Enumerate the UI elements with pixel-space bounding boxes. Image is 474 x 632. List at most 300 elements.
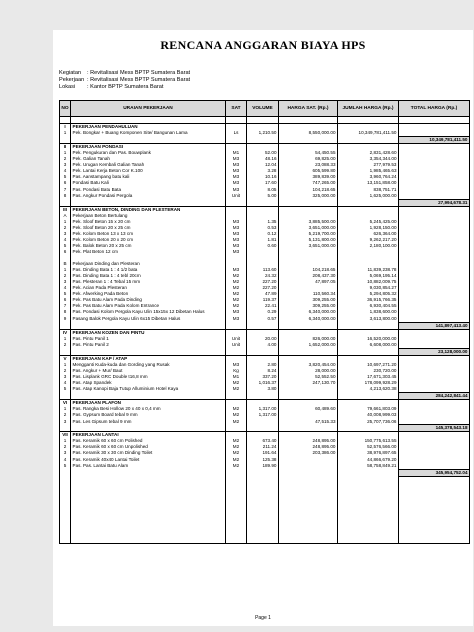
header-jumlah: JUMLAH HARGA (Rp.) <box>338 101 399 117</box>
row-description <box>71 469 226 476</box>
row-unit: Unit <box>226 342 247 349</box>
row-unit-price: 1,652,000.00 <box>279 342 338 349</box>
row-volume: 17.60 <box>247 180 279 186</box>
row-amount: 6,930,404.55 <box>338 303 399 309</box>
row-amount: 5,069,195.14 <box>338 273 399 279</box>
row-description: Pas. Dinding Bata 1 : 4 1/2 bata <box>71 267 226 273</box>
row-unit: M2 <box>226 418 247 425</box>
row-volume: 211.24 <box>247 444 279 450</box>
row-description: Pas. Dinding Bata 1 : 4 tebl 20cm <box>71 273 226 279</box>
row-description: Pas. Rangka Besi Hollow 20 x 40 x 0,4 mm <box>71 406 226 412</box>
row-unit-price: 3,651,000.00 <box>279 243 338 249</box>
row-unit-price: 826,000.00 <box>279 336 338 342</box>
row-volume: 337.20 <box>247 374 279 380</box>
row-unit: M2 <box>226 303 247 309</box>
row-description: Pek. Balok Beton 20 x 25 cm <box>71 243 226 249</box>
row-description: Pek. Acian Pada Plesteran <box>71 285 226 291</box>
row-total: 345,954,752.04 <box>399 469 470 476</box>
row-description: Pek. Pengukuran dan Pas. Bouwplank <box>71 150 226 156</box>
row-amount: 4,213,620.38 <box>338 386 399 393</box>
row-unit-price: 3,651,000.00 <box>279 225 338 231</box>
row-unit: Unit <box>226 193 247 200</box>
info-label: Lokasi <box>59 84 76 90</box>
row-no: 8 <box>60 309 71 315</box>
row-amount <box>338 199 399 206</box>
row-unit: M2 <box>226 457 247 463</box>
row-unit-price: 52,552.50 <box>279 374 338 380</box>
row-amount: 626,364.00 <box>338 231 399 237</box>
row-unit-price: 203,386.00 <box>279 450 338 456</box>
row-volume: 52.00 <box>247 150 279 156</box>
row-volume: 113.60 <box>247 267 279 273</box>
row-no <box>60 348 71 355</box>
row-no <box>60 137 71 144</box>
row-no: 2 <box>60 273 71 279</box>
row-description: PEKERJAAN BETON, DINDING DAN PLESTERAN <box>71 206 226 213</box>
row-no: 6 <box>60 297 71 303</box>
row-volume: 227.20 <box>247 279 279 285</box>
row-unit-price: 605,599.80 <box>279 168 338 174</box>
row-unit-price: 6,340,000.00 <box>279 316 338 323</box>
row-no <box>60 393 71 400</box>
row-unit: M3 <box>226 249 247 255</box>
row-no: 1 <box>60 438 71 444</box>
row-amount: 3,960,764.24 <box>338 174 399 180</box>
row-volume: 1,016.37 <box>247 380 279 386</box>
row-unit-price: 28,000.00 <box>279 368 338 374</box>
row-unit-price: 5,131,800.00 <box>279 237 338 243</box>
info-value: : Revitalisasi Mess BPTP Sumatera Barat <box>87 70 191 76</box>
row-no: 8 <box>60 193 71 200</box>
row-no <box>60 469 71 476</box>
row-description: Pondasi Batu Kali <box>71 180 226 186</box>
row-unit: M3 <box>226 180 247 186</box>
row-no <box>60 425 71 432</box>
row-unit-price: 389,839.00 <box>279 174 338 180</box>
row-unit: M3 <box>226 237 247 243</box>
row-unit <box>226 469 247 476</box>
row-unit: M3 <box>226 174 247 180</box>
row-volume: 47.89 <box>247 291 279 297</box>
info-value: : Kantor BPTP Sumatera Barat <box>87 84 164 90</box>
page-title: RENCANA ANGGARAN BIAYA HPS <box>160 38 366 52</box>
row-description: Pas. Pondasi Kolom Pergola Kayu Ulin 15x15x 12 Dibetan Halus <box>71 309 226 315</box>
row-description: Pek. Afwerking Pada Beton <box>71 291 226 297</box>
row-unit: M3 <box>226 267 247 273</box>
row-amount: 17,671,303.45 <box>338 374 399 380</box>
row-unit: M2 <box>226 444 247 450</box>
row-volume: 1,210.50 <box>247 130 279 137</box>
row-no: 5 <box>60 386 71 393</box>
row-amount: 838,751.71 <box>338 187 399 193</box>
row-description: Pek. Lantai Kerja Beton Cor K.100 <box>71 168 226 174</box>
row-volume <box>247 348 279 355</box>
row-volume <box>247 425 279 432</box>
row-no: 5 <box>60 174 71 180</box>
row-unit: M3 <box>226 316 247 323</box>
row-amount <box>338 137 399 144</box>
subtotal-row <box>60 322 470 329</box>
row-volume: 8.24 <box>247 368 279 374</box>
row-unit-price: 69,825.00 <box>279 156 338 162</box>
row-volume <box>247 537 279 544</box>
row-volume: 0.53 <box>247 225 279 231</box>
row-no: 1 <box>60 267 71 273</box>
table-row <box>60 537 470 544</box>
header-no: NO <box>60 101 71 117</box>
header-volume: VOLUME <box>247 101 279 117</box>
row-amount <box>338 322 399 329</box>
row-description: Pas. Pondasi Batu Bata <box>71 187 226 193</box>
row-description: Pek. Kolom Beton 20 x 20 cm <box>71 237 226 243</box>
row-description: Pas. Keramik 30 x 30 cm Dinding Toilet <box>71 450 226 456</box>
row-unit-price: 47,897.05 <box>279 279 338 285</box>
row-description: PEKERJAAN PENDAHULUAN <box>71 124 226 131</box>
row-amount: 9,262,217.20 <box>338 237 399 243</box>
row-description: Pek. Pas Batu Alam Pada Dinding <box>71 297 226 303</box>
row-unit: Ls <box>226 130 247 137</box>
row-unit-price: 60,489.60 <box>279 406 338 412</box>
row-no: V <box>60 355 71 362</box>
row-volume: 227.20 <box>247 285 279 291</box>
row-unit-price: 110,560.34 <box>279 291 338 297</box>
row-no: 2 <box>60 156 71 162</box>
row-volume: 1,317.00 <box>247 412 279 418</box>
row-unit-price <box>279 425 338 432</box>
row-description: Pekerjaan Beton Bertulang <box>71 213 226 219</box>
row-unit: M2 <box>226 291 247 297</box>
row-no: 2 <box>60 444 71 450</box>
row-description: Pas. Aanstampang batu kali <box>71 174 226 180</box>
row-no: 2 <box>60 342 71 349</box>
row-unit: M3 <box>226 219 247 225</box>
row-no: 7 <box>60 303 71 309</box>
row-amount: 178,099,928.29 <box>338 380 399 386</box>
row-volume <box>247 137 279 144</box>
row-description: Pas. Angkur Pondasi Pergola <box>71 193 226 200</box>
row-no <box>60 117 71 124</box>
row-volume: 125.38 <box>247 457 279 463</box>
row-no: VII <box>60 432 71 439</box>
row-unit-price <box>279 537 338 544</box>
row-total <box>399 117 470 124</box>
row-description <box>71 137 226 144</box>
row-description <box>71 322 226 329</box>
row-description <box>71 348 226 355</box>
row-amount: 150,775,613.55 <box>338 438 399 444</box>
row-no: 6 <box>60 249 71 255</box>
row-description: Pas. Lisplank GRC Double t16,8 mm <box>71 374 226 380</box>
row-description: PEKERJAAN PONDASI <box>71 144 226 151</box>
row-no: 2 <box>60 368 71 374</box>
row-unit <box>226 425 247 432</box>
row-no: 5 <box>60 463 71 470</box>
row-amount: 9,030,854.27 <box>338 285 399 291</box>
row-description <box>71 393 226 400</box>
info-label: Kegiatan <box>59 70 82 76</box>
row-no: IV <box>60 329 71 336</box>
row-description: Pas. Gypsum Board tebal 9 mm <box>71 412 226 418</box>
row-amount: 5,294,805.32 <box>338 291 399 297</box>
info-lokasi <box>59 84 190 91</box>
row-unit-price: 5,219,700.00 <box>279 231 338 237</box>
row-volume: 0.60 <box>247 243 279 249</box>
row-description: Pas. Keramik 60 x 60 cm Polished <box>71 438 226 444</box>
header-uraian: URAIAN PEKERJAAN <box>71 101 226 117</box>
row-no: 5 <box>60 291 71 297</box>
row-unit: M3 <box>226 187 247 193</box>
row-no: 4 <box>60 168 71 174</box>
subtotal-row <box>60 137 470 144</box>
row-volume <box>247 393 279 400</box>
row-no: 3 <box>60 374 71 380</box>
row-volume: 673.40 <box>247 438 279 444</box>
row-unit: M2 <box>226 463 247 470</box>
row-unit: M2 <box>226 297 247 303</box>
row-no: 3 <box>60 162 71 168</box>
row-unit-price: 248,895.00 <box>279 444 338 450</box>
row-description: Pas. Pintu Panil 1 <box>71 336 226 342</box>
row-volume: 0.57 <box>247 316 279 323</box>
row-no: B <box>60 261 71 267</box>
row-description: Pas. Atap Kanopi Baja Tutup Alluminium Hotel Kaya <box>71 386 226 393</box>
row-no: 3 <box>60 450 71 456</box>
row-volume <box>247 199 279 206</box>
row-unit: M3 <box>226 309 247 315</box>
row-description: PEKERJAAN KAP / ATAP <box>71 355 226 362</box>
row-description <box>71 199 226 206</box>
row-unit: M3 <box>226 162 247 168</box>
row-unit: M3 <box>226 231 247 237</box>
row-volume <box>247 117 279 124</box>
row-amount: 1,985,465.63 <box>338 168 399 174</box>
row-unit: M3 <box>226 243 247 249</box>
header-harga-sat: HARGA SAT. (Rp.) <box>279 101 338 117</box>
row-unit: M3 <box>226 362 247 368</box>
row-unit <box>226 537 247 544</box>
row-amount: 3,354,344.00 <box>338 156 399 162</box>
row-unit: Kg <box>226 368 247 374</box>
row-no: VI <box>60 400 71 407</box>
row-amount <box>338 425 399 432</box>
row-description: PEKERJAAN PLAFON <box>71 400 226 407</box>
row-volume: 24.32 <box>247 273 279 279</box>
row-amount <box>338 469 399 476</box>
row-no <box>60 322 71 329</box>
header-total: TOTAL HARGA (Rp.) <box>399 101 470 117</box>
row-amount: 10,349,781,411.50 <box>338 130 399 137</box>
row-no: 3 <box>60 231 71 237</box>
row-no: 2 <box>60 225 71 231</box>
page-number: Page 1 <box>255 615 271 621</box>
row-description: Pek. Sloof Beton 15 x 20 cm <box>71 219 226 225</box>
row-no <box>60 537 71 544</box>
row-description: Pek. Galian Tanah <box>71 156 226 162</box>
subtotal-row <box>60 425 470 432</box>
row-unit-price <box>279 117 338 124</box>
row-no: 7 <box>60 187 71 193</box>
row-amount: 79,661,803.09 <box>338 406 399 412</box>
table-header-row <box>60 101 470 117</box>
row-description: Pek. Plat Beton 12 cm <box>71 249 226 255</box>
info-kegiatan <box>59 70 190 77</box>
row-volume: 189.90 <box>247 463 279 470</box>
row-no: 1 <box>60 336 71 342</box>
row-volume: 1,317.00 <box>247 406 279 412</box>
row-total: 23,128,000.00 <box>399 348 470 355</box>
row-volume: 2.80 <box>247 362 279 368</box>
row-description: Pas. Keramik 60 x 60 cm Unpolished <box>71 444 226 450</box>
row-amount: 5,245,425.00 <box>338 219 399 225</box>
row-description: Pek. Bongkar + Buang Komponen Site/ Bangunan Lama <box>71 130 226 137</box>
row-volume: 48.16 <box>247 156 279 162</box>
row-amount: 11,839,238.78 <box>338 267 399 273</box>
row-unit: M1 <box>226 150 247 156</box>
row-volume: 20.00 <box>247 336 279 342</box>
row-amount: 36,915,766.35 <box>338 297 399 303</box>
row-no: 4 <box>60 237 71 243</box>
row-unit <box>226 393 247 400</box>
row-volume: 1.35 <box>247 219 279 225</box>
row-amount <box>338 537 399 544</box>
info-label: Pekerjaan <box>59 77 85 83</box>
row-unit-price <box>279 348 338 355</box>
row-unit: M2 <box>226 450 247 456</box>
row-description <box>71 425 226 432</box>
row-no: 1 <box>60 362 71 368</box>
row-volume: 0.12 <box>247 231 279 237</box>
row-volume: 3.28 <box>247 168 279 174</box>
row-unit-price: 47,515.33 <box>279 418 338 425</box>
row-unit: M3 <box>226 168 247 174</box>
info-pekerjaan <box>59 77 190 84</box>
row-amount: 2,180,100.00 <box>338 243 399 249</box>
row-amount: 25,707,736.06 <box>338 418 399 425</box>
row-description: PEKERJAAN LANTAI <box>71 432 226 439</box>
row-amount: 3,613,800.00 <box>338 316 399 323</box>
row-volume: 0.29 <box>247 309 279 315</box>
row-description: Pas. Pintu Panil 2 <box>71 342 226 349</box>
row-volume: 5.00 <box>247 193 279 200</box>
subtotal-row <box>60 348 470 355</box>
row-unit-price: 247,130.70 <box>279 380 338 386</box>
row-amount: 10,882,009.75 <box>338 279 399 285</box>
row-volume: 191.64 <box>247 450 279 456</box>
row-amount: 1,928,150.00 <box>338 225 399 231</box>
row-unit: M2 <box>226 279 247 285</box>
header-sat: SAT <box>226 101 247 117</box>
row-no: 1 <box>60 406 71 412</box>
row-no: II <box>60 144 71 151</box>
row-volume: 119.37 <box>247 297 279 303</box>
row-description: Pek. Sloof Beton 20 x 25 cm <box>71 225 226 231</box>
row-unit <box>226 322 247 329</box>
project-info <box>59 70 190 91</box>
row-unit: M2 <box>226 380 247 386</box>
row-volume: 4.00 <box>247 342 279 349</box>
row-amount: 277,979.53 <box>338 162 399 168</box>
row-unit-price: 747,265.00 <box>279 180 338 186</box>
row-no: 3 <box>60 279 71 285</box>
row-amount: 1,625,000.00 <box>338 193 399 200</box>
row-description: Pas. Pas. Lantai Batu Alam <box>71 463 226 470</box>
row-total: 284,242,841.44 <box>399 393 470 400</box>
row-unit-price: 248,895.00 <box>279 438 338 444</box>
row-unit-price: 54,450.55 <box>279 150 338 156</box>
row-amount: 13,151,858.00 <box>338 180 399 186</box>
row-description: Mengganti Kuda-kuda dan Gording yang Rusak <box>71 362 226 368</box>
row-unit-price <box>279 137 338 144</box>
row-description: Pek. Pas Batu Alam Pada Kolom Entrance <box>71 303 226 309</box>
row-unit: M2 <box>226 412 247 418</box>
row-unit-price: 3,820,454.00 <box>279 362 338 368</box>
row-unit-price: 325,000.00 <box>279 193 338 200</box>
row-unit <box>226 137 247 144</box>
row-unit: M2 <box>226 406 247 412</box>
row-unit: M3 <box>226 156 247 162</box>
row-no: 9 <box>60 316 71 323</box>
row-volume: 12.04 <box>247 162 279 168</box>
row-unit-price: 309,255.00 <box>279 297 338 303</box>
row-amount: 6,608,000.00 <box>338 342 399 349</box>
row-unit: M3 <box>226 225 247 231</box>
row-unit-price: 104,218.65 <box>279 267 338 273</box>
row-amount: 44,866,679.20 <box>338 457 399 463</box>
row-description: Pasang Balok Pergola Kayu Ulin 6x15 Dibetan Halus <box>71 316 226 323</box>
row-unit-price <box>279 199 338 206</box>
row-volume <box>247 322 279 329</box>
row-no: 5 <box>60 243 71 249</box>
row-unit-price <box>279 469 338 476</box>
row-no <box>60 199 71 206</box>
row-total: 10,349,781,411.50 <box>399 137 470 144</box>
row-description: Pas. Les Gipsum tebal 9 mm <box>71 418 226 425</box>
row-no: 1 <box>60 150 71 156</box>
row-description: Pas. Atap Spandek <box>71 380 226 386</box>
row-unit <box>226 199 247 206</box>
row-unit-price <box>279 393 338 400</box>
row-amount: 2,831,428.60 <box>338 150 399 156</box>
row-amount: 230,720.00 <box>338 368 399 374</box>
row-description: PEKERJAAN KOZEN DAN PINTU <box>71 329 226 336</box>
row-unit: M2 <box>226 438 247 444</box>
row-description: Pas. Plesteran 1 : 4 Tebal 15 mm <box>71 279 226 285</box>
row-no: 4 <box>60 285 71 291</box>
row-unit-price: 6,340,000.00 <box>279 309 338 315</box>
row-amount: 40,008,999.03 <box>338 412 399 418</box>
row-unit-price: 23,088.33 <box>279 162 338 168</box>
row-volume: 22.41 <box>247 303 279 309</box>
row-amount: 1,838,600.00 <box>338 309 399 315</box>
row-volume <box>247 469 279 476</box>
row-unit: M2 <box>226 273 247 279</box>
table-row <box>60 117 470 124</box>
row-volume: 10.16 <box>247 174 279 180</box>
row-no: 3 <box>60 418 71 425</box>
row-no: 2 <box>60 412 71 418</box>
row-no: III <box>60 206 71 213</box>
row-unit <box>226 348 247 355</box>
info-value: : Revitalisasi Mess BPTP Sumatera Barat <box>87 77 191 83</box>
row-description: Pek. Kolom Beton 13 x 13 cm <box>71 231 226 237</box>
row-no: 1 <box>60 130 71 137</box>
row-volume: 8.05 <box>247 187 279 193</box>
row-total: 145,378,543.18 <box>399 425 470 432</box>
row-volume: 1.81 <box>247 237 279 243</box>
row-amount: 38,976,897.65 <box>338 450 399 456</box>
document-page <box>53 30 473 626</box>
row-no: A <box>60 213 71 219</box>
